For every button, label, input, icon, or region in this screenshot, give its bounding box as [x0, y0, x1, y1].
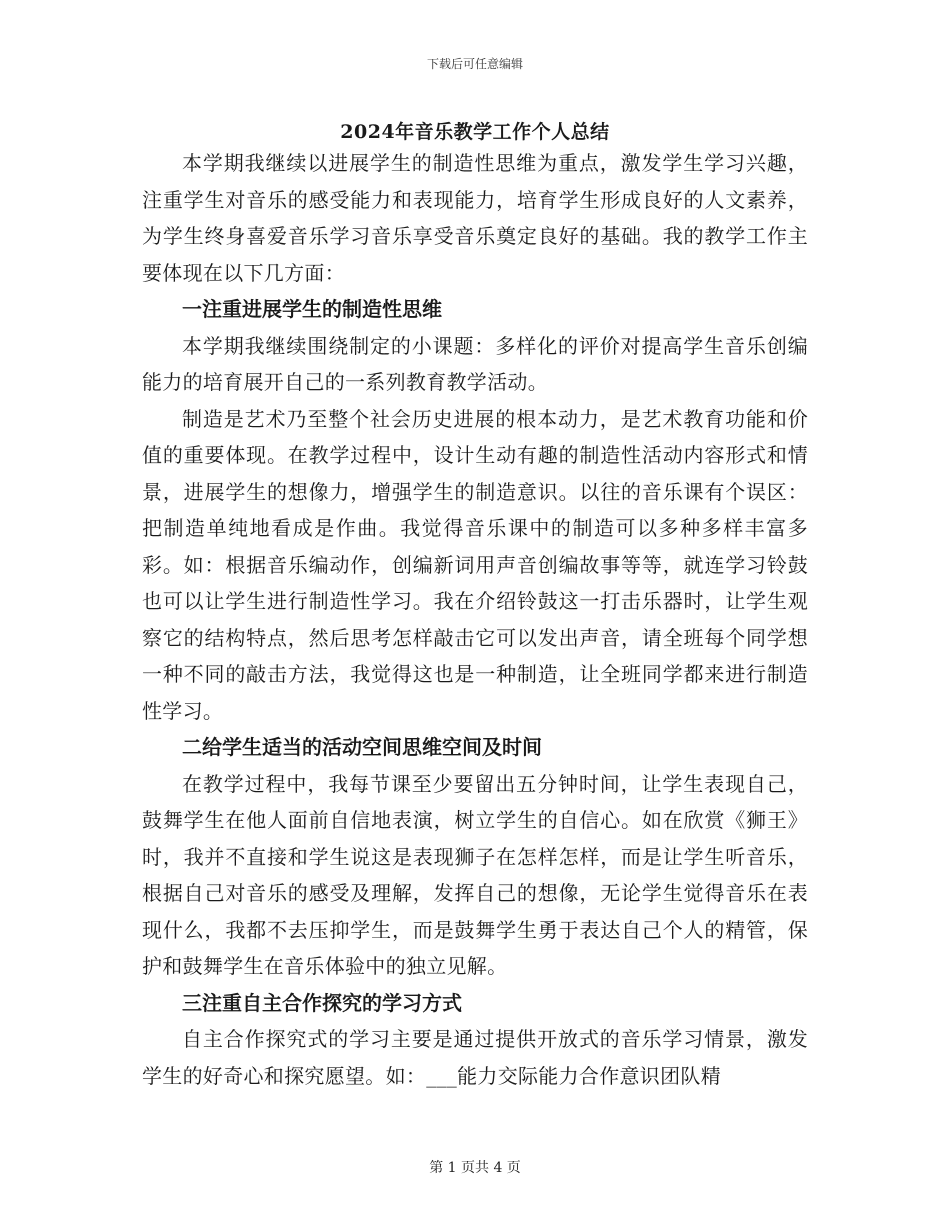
section-heading-1: 一注重进展学生的制造性思维	[182, 297, 442, 321]
page-number-footer: 第 1 页共 4 页	[429, 1160, 521, 1176]
page-header-note: 下载后可任意编辑	[426, 57, 523, 71]
section-heading-3: 三注重自主合作探究的学习方式	[182, 990, 462, 1015]
section-1-paragraph-1: 本学期我继续围绕制定的小课题：多样化的评价对提高学生音乐创编能力的培育展开自己的一系列教育教学活动。	[142, 333, 808, 394]
document-body	[142, 145, 808, 1094]
intro-paragraph: 本学期我继续以进展学生的制造性思维为重点，激发学生学习兴趣，注重学生对音乐的感受能力和表现能力，培育学生形成良好的人文素养，为学生终身喜爱音乐学习音乐享受音乐奠定良好的基础。我的教学工作主要体现在以下几方面：	[142, 151, 808, 285]
document-title: 2024年音乐教学工作个人总结	[340, 121, 610, 143]
section-3-paragraph-1: 自主合作探究式的学习主要是通过提供开放式的音乐学习情景，激发学生的好奇心和探究愿望。如：___能力交际能力合作意识团队精	[142, 1027, 808, 1088]
section-1-paragraph-2: 制造是艺术乃至整个社会历史进展的根本动力，是艺术教育功能和价值的重要体现。在教学过程中，设计生动有趣的制造性活动内容形式和情景，进展学生的想像力，增强学生的制造意识。以往的音乐课有个误区：把制造单纯地看成是作曲。我觉得音乐课中的制造可以多种多样丰富多彩。如：根据音乐编动作，创编新词用声音创编故事等等，就连学习铃鼓也可以让学生进行制造性学习。我在介绍铃鼓这一打击乐器时，让学生观察它的结构特点，然后思考怎样敲击它可以发出声音，请全班每个同学想一种不同的敲击方法，我觉得这也是一种制造，让全班同学都来进行制造性学习。	[142, 406, 808, 723]
section-2-paragraph-1: 在教学过程中，我每节课至少要留出五分钟时间，让学生表现自己，鼓舞学生在他人面前自信地表演，树立学生的自信心。如在欣赏《狮王》时，我并不直接和学生说这是表现狮子在怎样怎样，而是让学生听音乐，根据自己对音乐的感受及理解，发挥自己的想像，无论学生觉得音乐在表现什么，我都不去压抑学生，而是鼓舞学生勇于表达自己个人的精管，保护和鼓舞学生在音乐体验中的独立见解。	[142, 771, 808, 978]
section-heading-2: 二给学生适当的活动空间思维空间及时间	[182, 735, 542, 759]
